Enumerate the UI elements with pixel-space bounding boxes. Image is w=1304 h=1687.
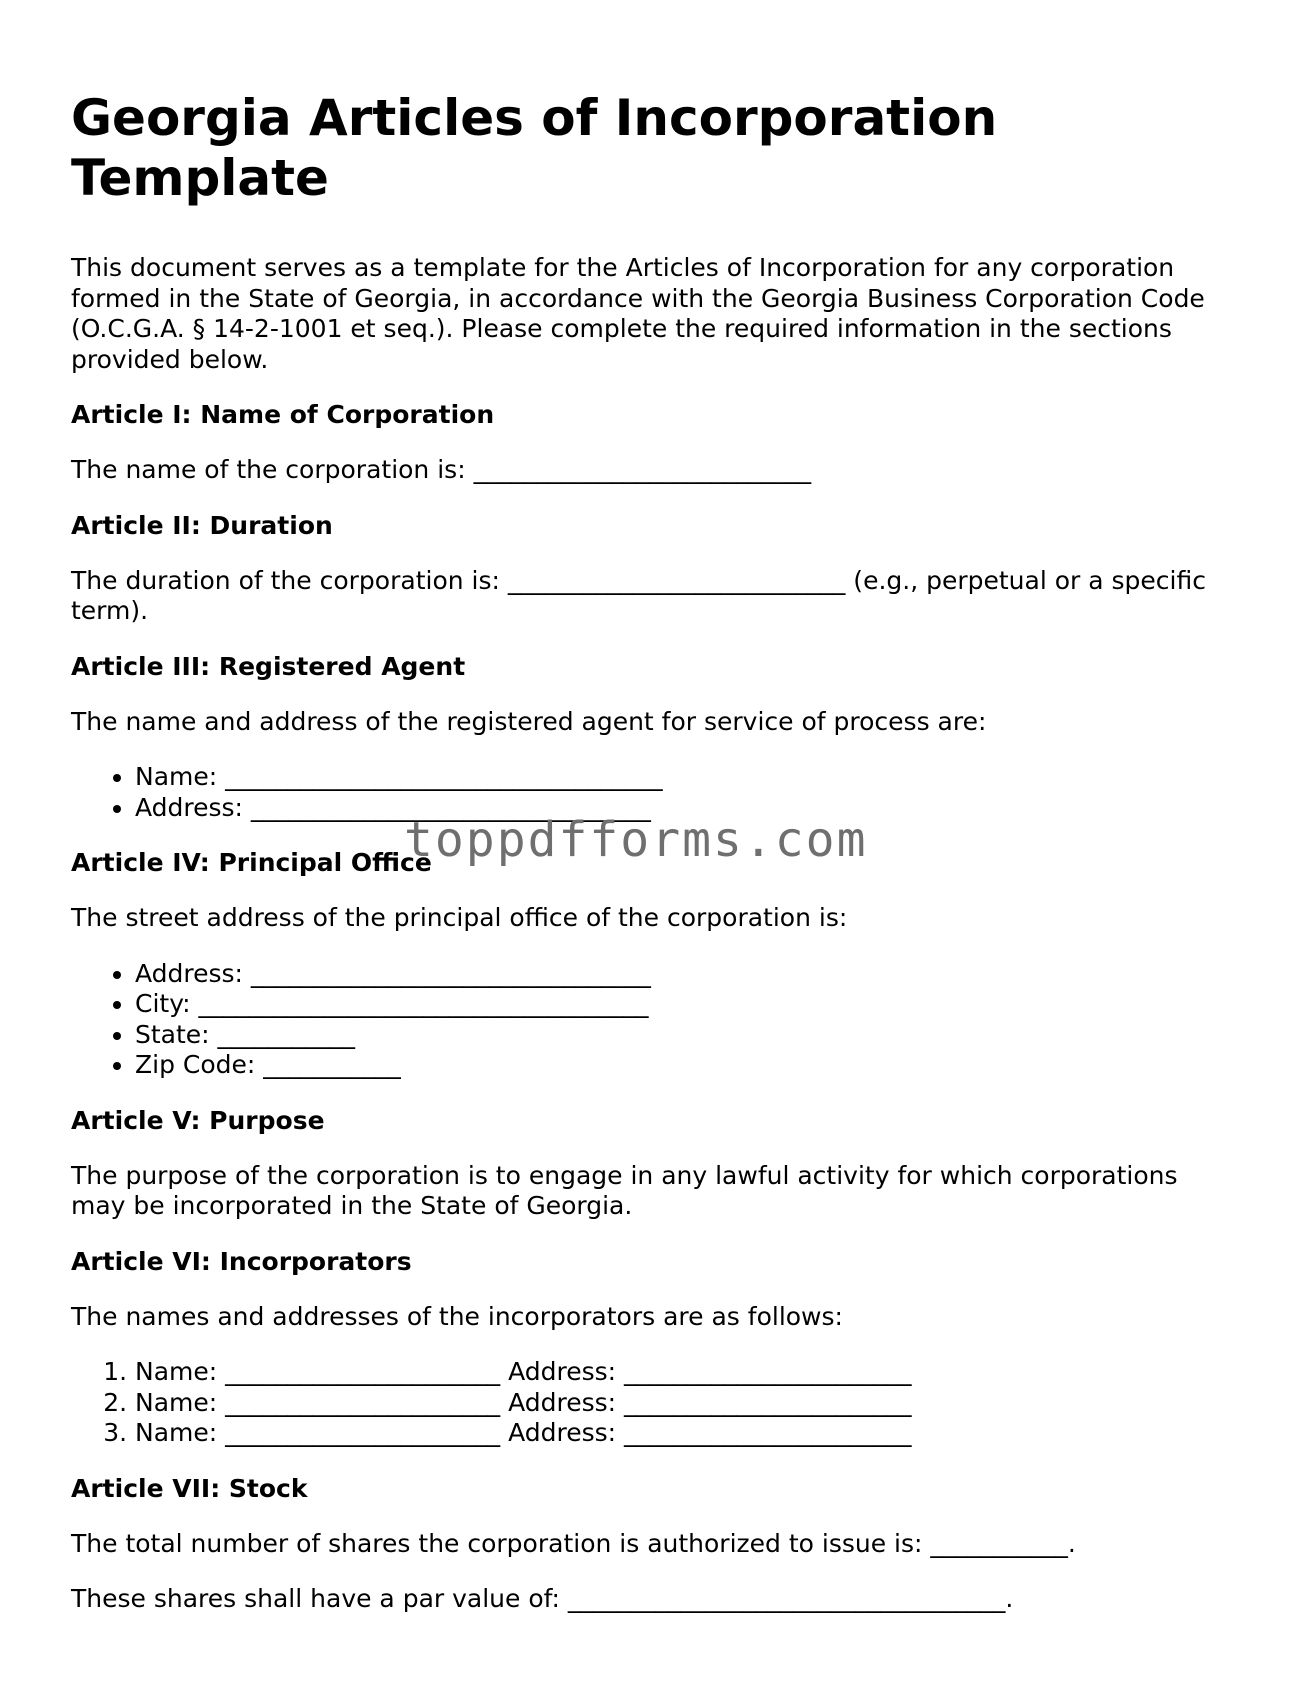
list-item: 2. Name: ______________________ Address: _______________________: [135, 1388, 1231, 1419]
article-5-text: The purpose of the corporation is to engage in any lawful activity for which corporations may be incorporated in the State of Georgia.: [71, 1160, 1178, 1220]
article-7-heading: Article VII: Stock: [71, 1473, 308, 1503]
article-4-text: The street address of the principal office of the corporation is:: [71, 903, 848, 932]
article-2-text: The duration of the corporation is: ___________________________ (e.g., perpetual or a specific term).: [71, 565, 1206, 625]
article-2-heading: Article II: Duration: [71, 510, 333, 540]
article-7-text-shares: The total number of shares the corporation is authorized to issue is: ___________.: [71, 1528, 1076, 1558]
intro-paragraph: This document serves as a template for the Articles of Incorporation for any corporation formed in the State of Georgia, in accordance with the Georgia Business Corporation Code (O.C.G.A. § 14-2-1001 et seq.). Please complete the required information in the sections provided below.: [71, 253, 1205, 374]
incorporators-list: [71, 1357, 1231, 1449]
watermark: toppdfforms.com: [404, 812, 868, 868]
list-item: • State: ___________: [135, 1020, 1231, 1051]
article-3-text: The name and address of the registered agent for service of process are:: [71, 706, 987, 736]
article-3-heading: Article III: Registered Agent: [71, 651, 466, 681]
article-6-heading: Article VI: Incorporators: [71, 1246, 412, 1276]
list-item: • Address: ________________________________: [135, 793, 1231, 824]
principal-office-list: [71, 959, 1231, 1081]
article-1-heading: Article I: Name of Corporation: [71, 400, 495, 429]
list-item: 1. Name: ______________________ Address: _______________________: [135, 1357, 1231, 1388]
article-1-text: The name of the corporation is: ___________________________: [71, 455, 812, 484]
list-item: • City: ____________________________________: [135, 989, 1231, 1020]
list-item: • Zip Code: ___________: [135, 1050, 1231, 1081]
article-6-text: The names and addresses of the incorporators are as follows:: [71, 1301, 843, 1331]
list-item: • Address: ________________________________: [135, 959, 1231, 990]
list-item: 3. Name: ______________________ Address: _______________________: [135, 1418, 1231, 1449]
article-7-text-par-value: These shares shall have a par value of: ___________________________________.: [71, 1584, 1014, 1613]
article-5-heading: Article V: Purpose: [71, 1105, 325, 1135]
page-title: Georgia Articles of Incorporation Template: [71, 89, 998, 207]
list-item: • Name: ___________________________________: [135, 762, 1231, 793]
article-4-heading: Article IV: Principal Office: [71, 848, 432, 877]
